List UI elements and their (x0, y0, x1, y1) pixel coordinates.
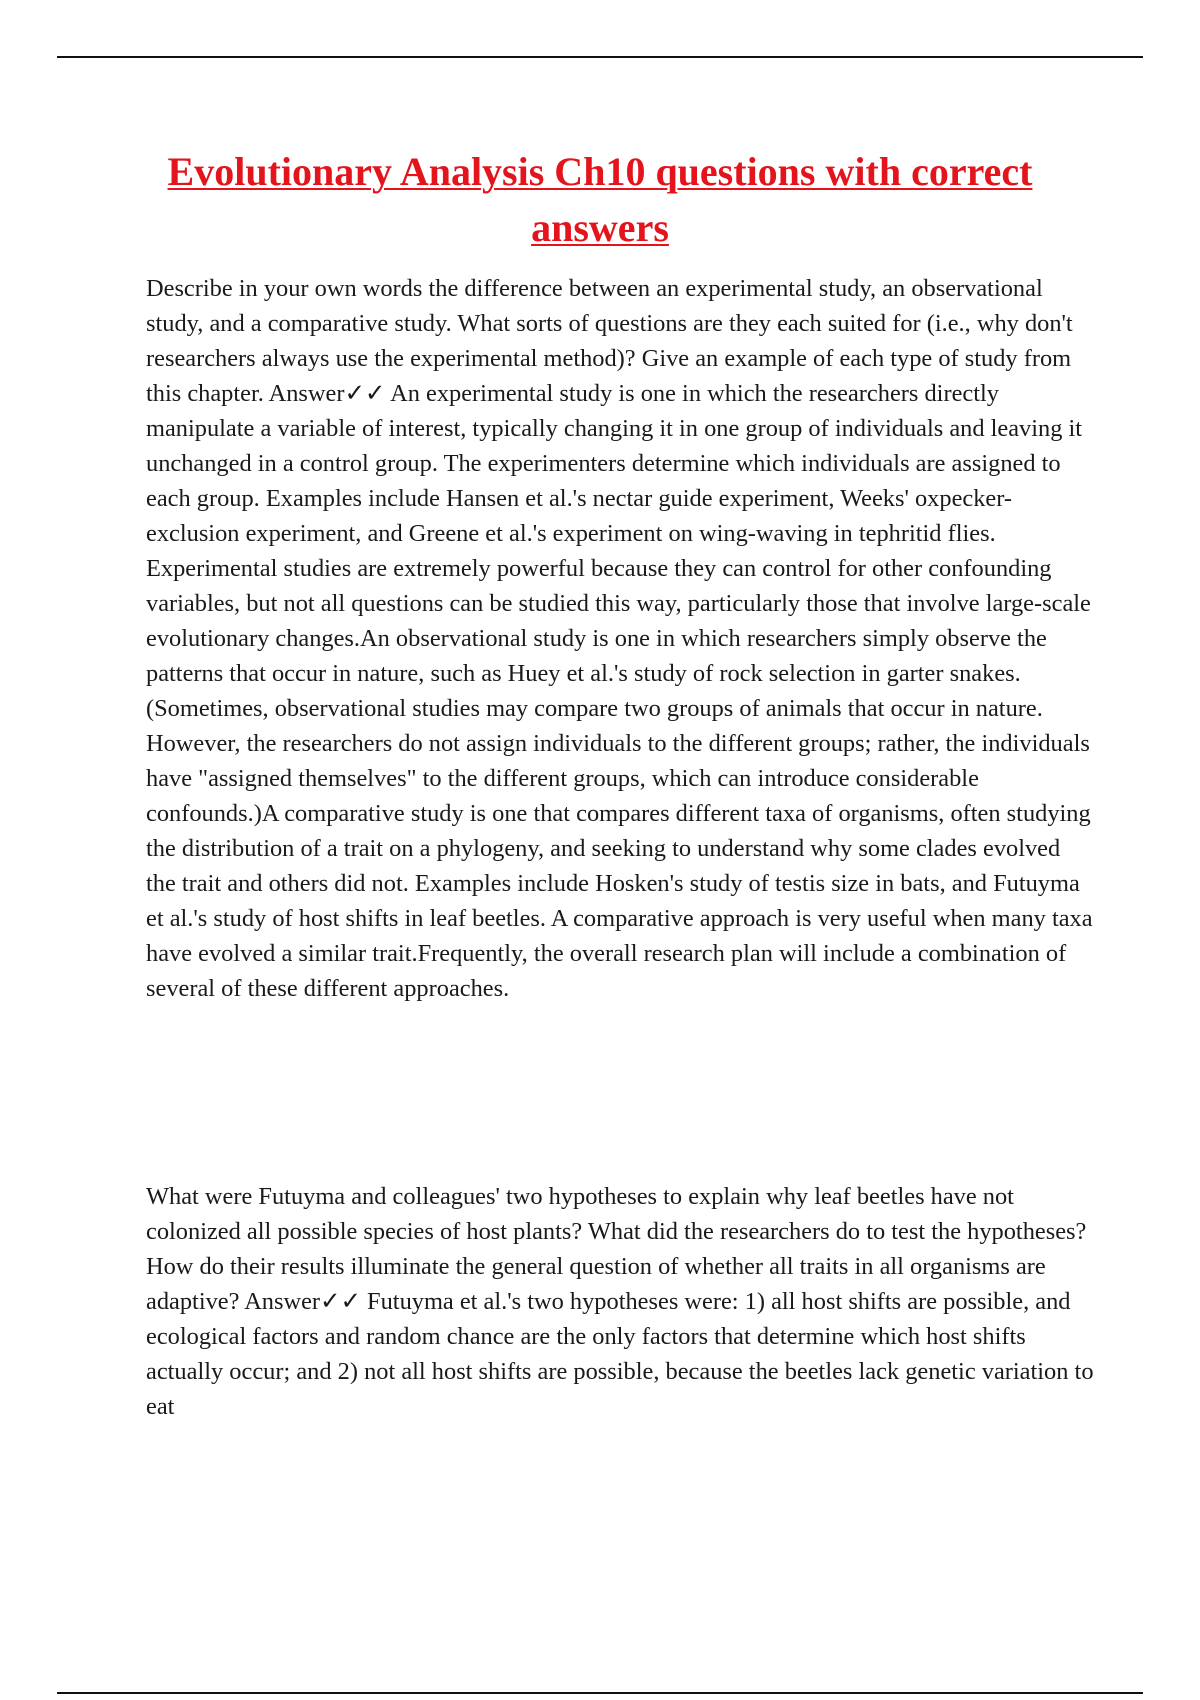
header-rule (57, 56, 1143, 58)
footer-rule (57, 1692, 1143, 1694)
question-answer-2: What were Futuyma and colleagues' two hypotheses to explain why leaf beetles have not colonized all possible species of host plants? What did the researchers do to test the hypotheses? How do their results illuminate the general question of whether all traits in all organisms are adaptive? Answer✓✓ Futuyma et al.'s two hypotheses were: 1) all host shifts are possible, and ecological factors and random chance are the only factors that determine which host shifts actually occur; and 2) not all host shifts are possible, because the beetles lack genetic variation to eat (146, 1183, 1094, 1420)
document-title: Evolutionary Analysis Ch10 questions with correct answers (167, 149, 1033, 250)
question-answer-1: Describe in your own words the difference between an experimental study, an observational study, and a comparative study. What sorts of questions are they each suited for (i.e., why don't researchers always use the experimental method)? Give an example of each type of study from this chapter. Answer✓✓ An experimental study is one in which the researchers directly manipulate a variable of interest, typically changing it in one group of individuals and leaving it unchanged in a control group. The experimenters determine which individuals are assigned to each group. Examples include Hansen et al.'s nectar guide experiment, Weeks' oxpecker-exclusion experiment, and Greene et al.'s experiment on wing-waving in tephritid flies. Experimental studies are extremely powerful because they can control for other confounding variables, but not all questions can be studied this way, particularly those that involve large-scale evolutionary changes.An observational study is one in which researchers simply observe the patterns that occur in nature, such as Huey et al.'s study of rock selection in garter snakes. (Sometimes, observational studies may compare two groups of animals that occur in nature. However, the researchers do not assign individuals to the different groups; rather, the individuals have "assigned themselves" to the different groups, which can introduce considerable confounds.)A comparative study is one that compares different taxa of organisms, often studying the distribution of a trait on a phylogeny, and seeking to understand why some clades evolved the trait and others did not. Examples include Hosken's study of testis size in bats, and Futuyma et al.'s study of host shifts in leaf beetles. A comparative approach is very useful when many taxa have evolved a similar trait.Frequently, the overall research plan will include a combination of several of these different approaches. (146, 275, 1093, 1002)
